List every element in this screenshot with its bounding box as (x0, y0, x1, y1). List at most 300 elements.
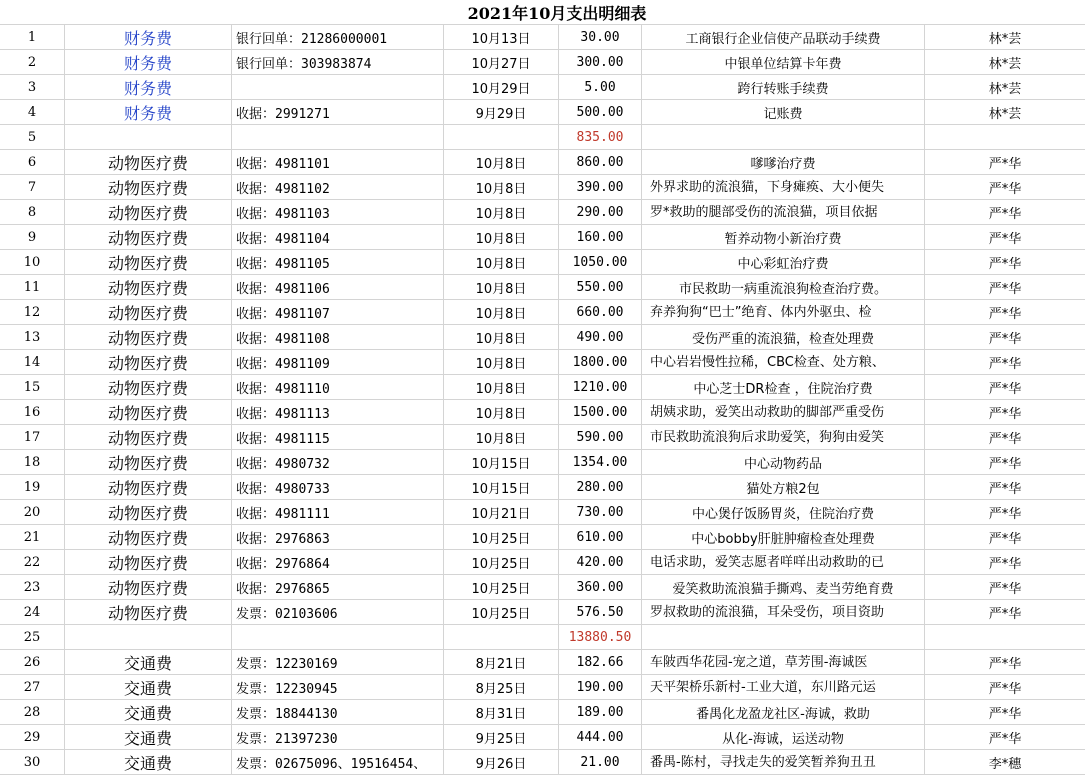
expense-description: 罗叔救助的流浪猫，耳朵受伤，项目资助 (650, 605, 885, 620)
expense-description-cell[interactable] (642, 725, 925, 749)
row-number: 21 (23, 529, 41, 545)
expense-description-cell[interactable] (642, 200, 925, 224)
table-row[interactable] (0, 375, 1085, 400)
table-row[interactable] (0, 100, 1085, 125)
handler-name-cell[interactable] (925, 200, 1085, 224)
expense-description: 嗲嗲治疗费 (750, 156, 816, 172)
expense-date-cell[interactable] (444, 625, 559, 649)
row-number-cell[interactable] (0, 425, 65, 449)
expense-description-cell[interactable] (642, 450, 925, 474)
expense-description-cell[interactable] (642, 650, 925, 674)
expense-date-cell[interactable] (444, 200, 559, 224)
handler-name: 林*芸 (988, 81, 1022, 97)
voucher-number: 收据：2976864 (236, 556, 330, 572)
expense-amount: 860.00 (576, 154, 624, 170)
expense-amount: 160.00 (576, 229, 624, 245)
expense-category-cell[interactable] (65, 650, 232, 674)
expense-date: 10月27日 (471, 56, 531, 72)
row-number-cell[interactable] (0, 675, 65, 699)
row-number-cell[interactable] (0, 350, 65, 374)
expense-date-cell[interactable] (444, 575, 559, 599)
table-row[interactable] (0, 75, 1085, 100)
voucher-number-cell[interactable] (232, 550, 444, 574)
table-row[interactable] (0, 400, 1085, 425)
expense-date-cell[interactable] (444, 175, 559, 199)
expense-description-cell[interactable] (642, 600, 925, 624)
expense-amount-cell[interactable] (559, 200, 642, 224)
expense-date-cell[interactable] (444, 425, 559, 449)
voucher-number: 发票：12230169 (236, 656, 338, 672)
table-row[interactable] (0, 175, 1085, 200)
row-number-cell[interactable] (0, 700, 65, 724)
expense-category-cell[interactable] (65, 550, 232, 574)
expense-category-cell[interactable] (65, 425, 232, 449)
expense-date-cell[interactable] (444, 150, 559, 174)
voucher-number-cell[interactable] (232, 525, 444, 549)
expense-description-cell[interactable] (642, 625, 925, 649)
table-row[interactable] (0, 600, 1085, 625)
table-row[interactable] (0, 725, 1085, 750)
row-number-cell[interactable] (0, 50, 65, 74)
voucher-number-cell[interactable] (232, 500, 444, 524)
voucher-number-cell[interactable] (232, 675, 444, 699)
expense-description-cell[interactable] (642, 425, 925, 449)
expense-description-cell[interactable] (642, 75, 925, 99)
handler-name-cell[interactable] (925, 425, 1085, 449)
expense-description-cell[interactable] (642, 100, 925, 124)
row-number-cell[interactable] (0, 150, 65, 174)
expense-amount-cell[interactable] (559, 25, 642, 49)
voucher-number: 收据：4981107 (236, 306, 330, 322)
expense-amount: 835.00 (576, 129, 624, 145)
expense-category: 动物医疗费 (107, 253, 188, 273)
expense-category-cell[interactable] (65, 200, 232, 224)
expense-description-cell[interactable] (642, 500, 925, 524)
handler-name: 严*华 (988, 556, 1022, 572)
expense-amount-cell[interactable] (559, 375, 642, 399)
handler-name-cell[interactable] (925, 275, 1085, 299)
expense-amount-cell[interactable] (559, 600, 642, 624)
expense-amount-cell[interactable] (559, 75, 642, 99)
handler-name-cell[interactable] (925, 475, 1085, 499)
expense-date-cell[interactable] (444, 75, 559, 99)
row-number-cell[interactable] (0, 500, 65, 524)
expense-date: 8月25日 (475, 681, 527, 697)
handler-name-cell[interactable] (925, 350, 1085, 374)
expense-description-cell[interactable] (642, 550, 925, 574)
expense-description: 罗*救助的腿部受伤的流浪猫，项目依据 (650, 205, 878, 220)
expense-description-cell[interactable] (642, 50, 925, 74)
handler-name-cell[interactable] (925, 25, 1085, 49)
handler-name-cell[interactable] (925, 50, 1085, 74)
expense-amount: 590.00 (576, 429, 624, 445)
expense-category-cell[interactable] (65, 625, 232, 649)
expense-category: 动物医疗费 (107, 603, 188, 623)
expense-date-cell[interactable] (444, 600, 559, 624)
handler-name-cell[interactable] (925, 500, 1085, 524)
handler-name-cell[interactable] (925, 525, 1085, 549)
expense-date-cell[interactable] (444, 400, 559, 424)
handler-name: 严*华 (988, 431, 1022, 447)
row-number-cell[interactable] (0, 300, 65, 324)
voucher-number-cell[interactable] (232, 575, 444, 599)
expense-date-cell[interactable] (444, 50, 559, 74)
expense-date-cell[interactable] (444, 450, 559, 474)
expense-amount-cell[interactable] (559, 150, 642, 174)
expense-amount: 21.00 (580, 754, 620, 770)
voucher-number-cell[interactable] (232, 650, 444, 674)
row-number-cell[interactable] (0, 250, 65, 274)
expense-category-cell[interactable] (65, 525, 232, 549)
expense-date-cell[interactable] (444, 725, 559, 749)
handler-name-cell[interactable] (925, 675, 1085, 699)
table-row[interactable] (0, 750, 1085, 775)
voucher-number-cell[interactable] (232, 350, 444, 374)
voucher-number-cell[interactable] (232, 150, 444, 174)
row-number: 19 (23, 479, 41, 495)
expense-category-cell[interactable] (65, 725, 232, 749)
voucher-number: 收据：2976865 (236, 581, 330, 597)
table-row[interactable] (0, 250, 1085, 275)
sheet-title: 2021年10月支出明细表 (467, 3, 647, 23)
voucher-number-cell[interactable] (232, 275, 444, 299)
voucher-number-cell[interactable] (232, 50, 444, 74)
row-number-cell[interactable] (0, 125, 65, 149)
expense-description: 中心岩岩慢性拉稀，CBC检查、处方粮、 (650, 355, 885, 370)
expense-description: 中银单位结算卡年费 (724, 56, 842, 72)
expense-description-cell[interactable] (642, 675, 925, 699)
handler-name-cell[interactable] (925, 550, 1085, 574)
expense-date-cell[interactable] (444, 250, 559, 274)
voucher-number: 收据：4980733 (236, 481, 330, 497)
row-number-cell[interactable] (0, 275, 65, 299)
expense-category-cell[interactable] (65, 675, 232, 699)
expense-amount-cell[interactable] (559, 475, 642, 499)
expense-description: 受伤严重的流浪猫，检查处理费 (691, 331, 874, 347)
expense-category-cell[interactable] (65, 75, 232, 99)
row-number-cell[interactable] (0, 25, 65, 49)
expense-description-cell[interactable] (642, 225, 925, 249)
voucher-number-cell[interactable] (232, 425, 444, 449)
expense-amount: 13880.50 (568, 629, 632, 645)
expense-date-cell[interactable] (444, 750, 559, 774)
handler-name-cell[interactable] (925, 650, 1085, 674)
table-row[interactable] (0, 225, 1085, 250)
row-number-cell[interactable] (0, 725, 65, 749)
handler-name-cell[interactable] (925, 250, 1085, 274)
voucher-number: 收据：4981110 (236, 381, 330, 397)
handler-name-cell[interactable] (925, 750, 1085, 774)
row-number-cell[interactable] (0, 525, 65, 549)
handler-name-cell[interactable] (925, 450, 1085, 474)
expense-category-cell[interactable] (65, 475, 232, 499)
voucher-number-cell[interactable] (232, 175, 444, 199)
subtotal-row[interactable] (0, 125, 1085, 150)
expense-date-cell[interactable] (444, 125, 559, 149)
expense-description-cell[interactable] (642, 750, 925, 774)
voucher-number-cell[interactable] (232, 450, 444, 474)
voucher-number: 收据：4980732 (236, 456, 330, 472)
expense-date: 10月8日 (475, 406, 527, 422)
row-number-cell[interactable] (0, 225, 65, 249)
row-number: 17 (23, 429, 41, 445)
expense-description-cell[interactable] (642, 475, 925, 499)
row-number-cell[interactable] (0, 650, 65, 674)
expense-description-cell[interactable] (642, 575, 925, 599)
expense-amount-cell[interactable] (559, 400, 642, 424)
expense-date-cell[interactable] (444, 375, 559, 399)
row-number-cell[interactable] (0, 100, 65, 124)
row-number-cell[interactable] (0, 550, 65, 574)
expense-category-cell[interactable] (65, 600, 232, 624)
table-row[interactable] (0, 300, 1085, 325)
voucher-number: 发票：12230945 (236, 681, 338, 697)
expense-category-cell[interactable] (65, 350, 232, 374)
expense-amount-cell[interactable] (559, 250, 642, 274)
expense-category: 交通费 (123, 703, 172, 723)
voucher-number: 收据：4981109 (236, 356, 330, 372)
expense-category-cell[interactable] (65, 50, 232, 74)
expense-description: 爱笑救助流浪猫手撕鸡、麦当劳绝育费 (672, 581, 894, 597)
voucher-number-cell[interactable] (232, 325, 444, 349)
expense-category-cell[interactable] (65, 275, 232, 299)
expense-amount-cell[interactable] (559, 350, 642, 374)
row-number-cell[interactable] (0, 450, 65, 474)
expense-amount-cell[interactable] (559, 450, 642, 474)
handler-name-cell[interactable] (925, 300, 1085, 324)
expense-category-cell[interactable] (65, 225, 232, 249)
expense-amount-cell[interactable] (559, 625, 642, 649)
handler-name-cell[interactable] (925, 700, 1085, 724)
handler-name-cell[interactable] (925, 75, 1085, 99)
table-row[interactable] (0, 350, 1085, 375)
expense-category: 动物医疗费 (107, 378, 188, 398)
table-row[interactable] (0, 200, 1085, 225)
table-row[interactable] (0, 675, 1085, 700)
handler-name-cell[interactable] (925, 125, 1085, 149)
expense-amount-cell[interactable] (559, 550, 642, 574)
expense-amount-cell[interactable] (559, 700, 642, 724)
row-number-cell[interactable] (0, 175, 65, 199)
expense-amount-cell[interactable] (559, 100, 642, 124)
table-row[interactable] (0, 475, 1085, 500)
expense-amount-cell[interactable] (559, 300, 642, 324)
table-row[interactable] (0, 450, 1085, 475)
voucher-number-cell[interactable] (232, 300, 444, 324)
expense-category: 动物医疗费 (107, 203, 188, 223)
row-number-cell[interactable] (0, 625, 65, 649)
expense-amount-cell[interactable] (559, 525, 642, 549)
expense-date-cell[interactable] (444, 500, 559, 524)
voucher-number-cell[interactable] (232, 700, 444, 724)
voucher-number-cell[interactable] (232, 75, 444, 99)
expense-amount-cell[interactable] (559, 225, 642, 249)
expense-category-cell[interactable] (65, 150, 232, 174)
expense-description-cell[interactable] (642, 275, 925, 299)
voucher-number: 发票：21397230 (236, 731, 338, 747)
expense-date-cell[interactable] (444, 475, 559, 499)
expense-amount-cell[interactable] (559, 175, 642, 199)
expense-category-cell[interactable] (65, 750, 232, 774)
expense-category-cell[interactable] (65, 375, 232, 399)
expense-amount-cell[interactable] (559, 675, 642, 699)
expense-date: 10月8日 (475, 206, 527, 222)
table-row[interactable] (0, 550, 1085, 575)
expense-category-cell[interactable] (65, 400, 232, 424)
table-row[interactable] (0, 500, 1085, 525)
table-row[interactable] (0, 650, 1085, 675)
expense-description: 中心bobby肝脏肿瘤检查处理费 (691, 531, 875, 547)
row-number: 1 (27, 29, 37, 45)
handler-name: 严*华 (988, 181, 1022, 197)
expense-description-cell[interactable] (642, 325, 925, 349)
table-row[interactable] (0, 50, 1085, 75)
expense-category-cell[interactable] (65, 100, 232, 124)
handler-name-cell[interactable] (925, 375, 1085, 399)
title-row (0, 0, 1085, 25)
expense-date-cell[interactable] (444, 525, 559, 549)
expense-amount-cell[interactable] (559, 750, 642, 774)
expense-description-cell[interactable] (642, 700, 925, 724)
handler-name-cell[interactable] (925, 225, 1085, 249)
expense-amount-cell[interactable] (559, 650, 642, 674)
row-number: 28 (23, 704, 41, 720)
voucher-number-cell[interactable] (232, 475, 444, 499)
expense-description-cell[interactable] (642, 125, 925, 149)
handler-name: 严*华 (988, 281, 1022, 297)
expense-amount-cell[interactable] (559, 325, 642, 349)
row-number-cell[interactable] (0, 600, 65, 624)
voucher-number-cell[interactable] (232, 375, 444, 399)
voucher-number-cell[interactable] (232, 400, 444, 424)
handler-name-cell[interactable] (925, 600, 1085, 624)
handler-name: 严*华 (988, 506, 1022, 522)
table-row[interactable] (0, 425, 1085, 450)
voucher-number-cell[interactable] (232, 250, 444, 274)
expense-description-cell[interactable] (642, 250, 925, 274)
expense-category-cell[interactable] (65, 25, 232, 49)
voucher-number-cell[interactable] (232, 225, 444, 249)
row-number: 11 (23, 279, 41, 295)
expense-amount-cell[interactable] (559, 575, 642, 599)
table-row[interactable] (0, 700, 1085, 725)
expense-amount: 360.00 (576, 579, 624, 595)
handler-name-cell[interactable] (925, 400, 1085, 424)
handler-name-cell[interactable] (925, 175, 1085, 199)
expense-amount: 610.00 (576, 529, 624, 545)
expense-date: 10月8日 (475, 356, 527, 372)
expense-date-cell[interactable] (444, 550, 559, 574)
voucher-number-cell[interactable] (232, 125, 444, 149)
handler-name-cell[interactable] (925, 725, 1085, 749)
table-row[interactable] (0, 25, 1085, 50)
expense-description-cell[interactable] (642, 150, 925, 174)
row-number: 10 (23, 254, 41, 270)
subtotal-row[interactable] (0, 625, 1085, 650)
expense-description: 中心彩虹治疗费 (737, 256, 829, 272)
row-number-cell[interactable] (0, 400, 65, 424)
expense-description: 胡姨求助，爱笑出动救助的脚部严重受伤 (650, 405, 885, 420)
expense-date-cell[interactable] (444, 100, 559, 124)
expense-date-cell[interactable] (444, 275, 559, 299)
expense-date-cell[interactable] (444, 325, 559, 349)
expense-category-cell[interactable] (65, 700, 232, 724)
expense-date-cell[interactable] (444, 225, 559, 249)
expense-category-cell[interactable] (65, 175, 232, 199)
voucher-number-cell[interactable] (232, 200, 444, 224)
table-row[interactable] (0, 275, 1085, 300)
expense-category-cell[interactable] (65, 325, 232, 349)
table-row[interactable] (0, 150, 1085, 175)
voucher-number-cell[interactable] (232, 100, 444, 124)
expense-category-cell[interactable] (65, 125, 232, 149)
expense-date-cell[interactable] (444, 25, 559, 49)
expense-description: 跨行转账手续费 (737, 81, 829, 97)
voucher-number-cell[interactable] (232, 600, 444, 624)
expense-category-cell[interactable] (65, 575, 232, 599)
row-number-cell[interactable] (0, 75, 65, 99)
row-number-cell[interactable] (0, 750, 65, 774)
row-number-cell[interactable] (0, 575, 65, 599)
expense-description-cell[interactable] (642, 525, 925, 549)
expense-amount-cell[interactable] (559, 425, 642, 449)
expense-description-cell[interactable] (642, 175, 925, 199)
expense-category-cell[interactable] (65, 500, 232, 524)
handler-name-cell[interactable] (925, 625, 1085, 649)
expense-description-cell[interactable] (642, 375, 925, 399)
handler-name-cell[interactable] (925, 100, 1085, 124)
expense-amount-cell[interactable] (559, 500, 642, 524)
expense-amount-cell[interactable] (559, 275, 642, 299)
expense-category-cell[interactable] (65, 250, 232, 274)
expense-category: 动物医疗费 (107, 303, 188, 323)
expense-description-cell[interactable] (642, 400, 925, 424)
expense-date-cell[interactable] (444, 700, 559, 724)
expense-description: 市民救助流浪狗后求助爱笑，狗狗由爱笑 (650, 430, 885, 445)
row-number-cell[interactable] (0, 475, 65, 499)
voucher-number: 收据：4981105 (236, 256, 330, 272)
expense-category-cell[interactable] (65, 450, 232, 474)
voucher-number-cell[interactable] (232, 750, 444, 774)
expense-description-cell[interactable] (642, 300, 925, 324)
expense-amount-cell[interactable] (559, 125, 642, 149)
row-number-cell[interactable] (0, 375, 65, 399)
voucher-number-cell[interactable] (232, 625, 444, 649)
expense-category: 交通费 (123, 753, 172, 773)
expense-description: 暂养动物小新治疗费 (724, 231, 842, 247)
expense-category-cell[interactable] (65, 300, 232, 324)
voucher-number-cell[interactable] (232, 25, 444, 49)
table-row[interactable] (0, 325, 1085, 350)
voucher-number-cell[interactable] (232, 725, 444, 749)
row-number-cell[interactable] (0, 325, 65, 349)
handler-name-cell[interactable] (925, 150, 1085, 174)
expense-amount-cell[interactable] (559, 725, 642, 749)
expense-date-cell[interactable] (444, 675, 559, 699)
handler-name-cell[interactable] (925, 575, 1085, 599)
expense-description-cell[interactable] (642, 350, 925, 374)
table-row[interactable] (0, 525, 1085, 550)
row-number-cell[interactable] (0, 200, 65, 224)
expense-date-cell[interactable] (444, 350, 559, 374)
expense-description-cell[interactable] (642, 25, 925, 49)
table-row[interactable] (0, 575, 1085, 600)
handler-name-cell[interactable] (925, 325, 1085, 349)
expense-date-cell[interactable] (444, 300, 559, 324)
voucher-number: 银行回单：21286000001 (236, 31, 388, 47)
expense-date-cell[interactable] (444, 650, 559, 674)
expense-amount-cell[interactable] (559, 50, 642, 74)
